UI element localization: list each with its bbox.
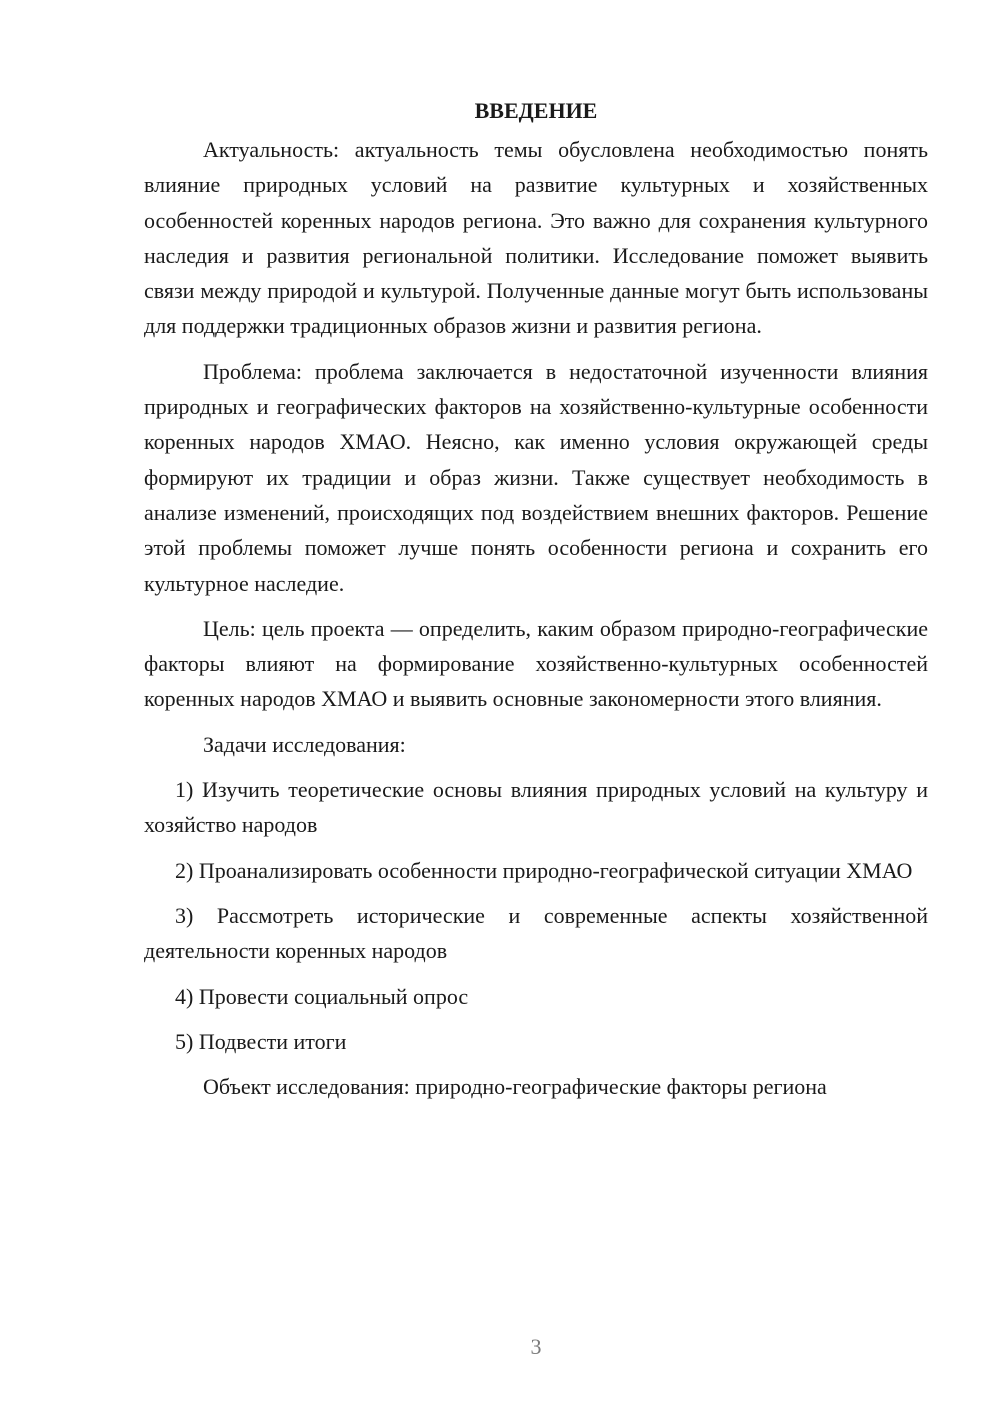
page-number: 3 [530,1334,542,1359]
goal-paragraph: Цель: цель проекта — определить, каким образом природно-географические факторы влияют на формирование хозяйственно-культурных особенностей коренных народов ХМАО и выявить основные закономерности этого влияния. [144,615,928,712]
document-page [144,96,928,1114]
object-paragraph: Объект исследования: природно-географические факторы региона [203,1074,827,1100]
task-item: 5) Подвести итоги [175,1028,347,1054]
section-heading: ВВЕДЕНИЕ [474,98,598,123]
problem-paragraph: Проблема: проблема заключается в недостаточной изученности влияния природных и географических факторов на хозяйственно-культурные особенности коренных народов ХМАО. Неясно, как именно условия окружающей среды формируют их традиции и образ жизни. Также существует необходимость в анализе изменений, происходящих под воздействием внешних факторов. Решение этой проблемы поможет лучше понять особенности региона и сохранить его культурное наследие. [144,358,928,596]
tasks-title: Задачи исследования: [203,731,406,757]
tasks-list [144,772,928,1059]
task-item: 4) Провести социальный опрос [175,983,469,1009]
task-item: 2) Проанализировать особенности природно-географической ситуации ХМАО [175,857,913,883]
task-item: 1) Изучить теоретические основы влияния природных условий на культуру и хозяйство народов [144,777,928,838]
relevance-paragraph: Актуальность: актуальность темы обусловлена необходимостью понять влияние природных условий на развитие культурных и хозяйственных особенностей коренных народов региона. Это важно для сохранения культурного наследия и развития региональной политики. Исследование поможет выявить связи между природой и культурой. Полученные данные могут быть использованы для поддержки традиционных образов жизни и развития региона. [144,137,928,339]
task-item: 3) Рассмотреть исторические и современные аспекты хозяйственной деятельности коренных народов [144,902,928,964]
